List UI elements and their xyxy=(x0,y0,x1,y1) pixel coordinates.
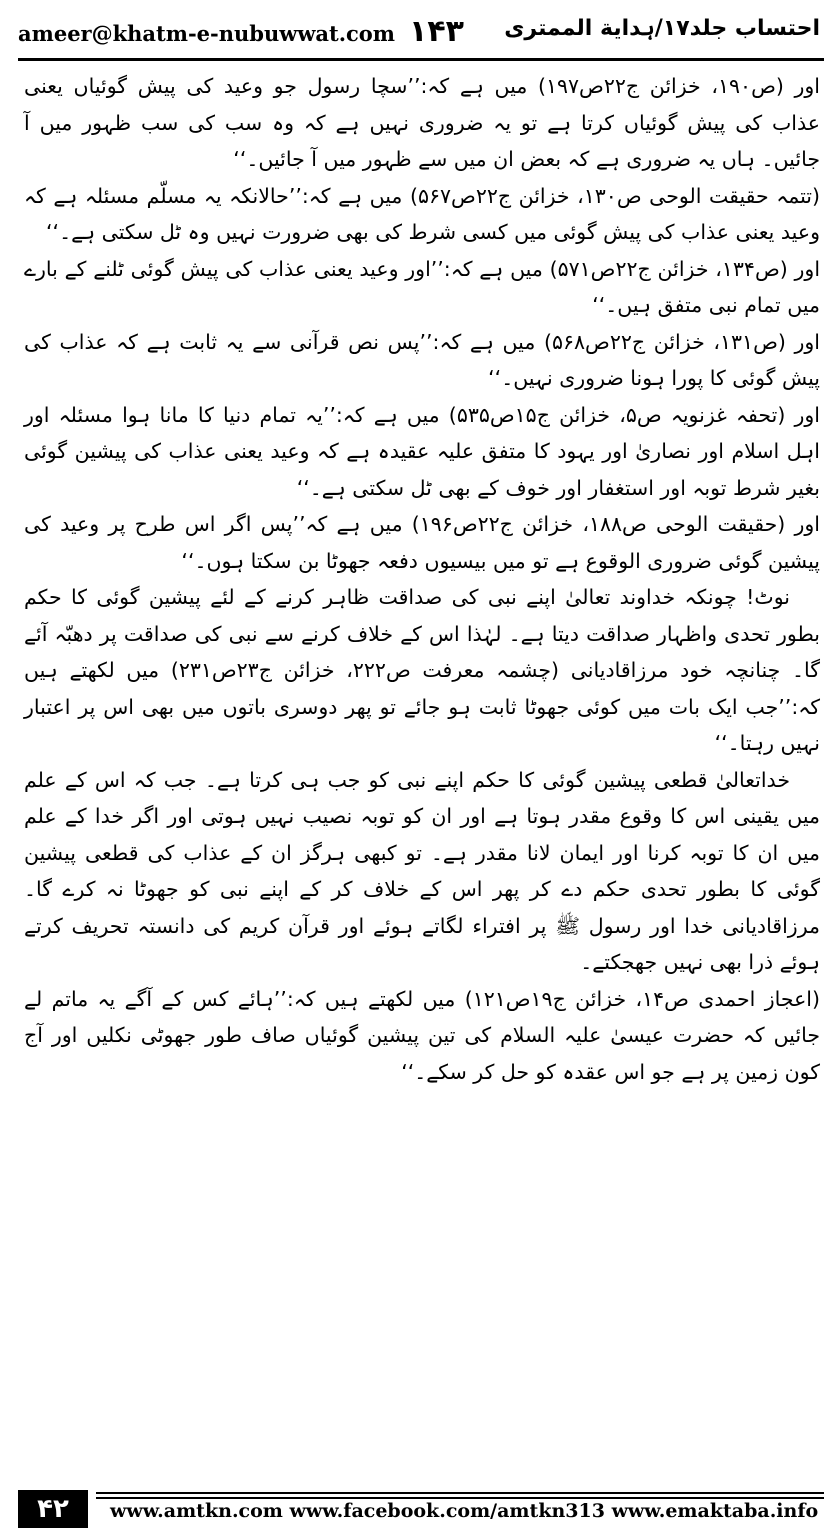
paragraph-8: خداتعالیٰ قطعی پیشین گوئی کا حکم اپنے نبی کو جب ہی کرتا ہے۔ جب کہ اس کے علم میں یقینی اس کا وقوع مقدر ہوتا ہے اور ان کو توبہ نصیب نہیں ہوتی اور اگر خدا کے علم میں ان کا توبہ کرنا اور ایمان لانا مقدر ہے۔ تو کبھی ہرگز ان کے عذاب کی قطعی پیشین گوئی کا بطور تحدی حکم دے کر پھر اس کے خلاف کر کے اپنے نبی کو جھوٹا نہ کرے گا۔ مرزاقادیانی خدا اور رسول ﷺ پر افتراء لگاتے ہوئے اور قرآن کریم کی دانستہ تحریف کرتے ہوئے ذرا بھی نہیں جھجکتے۔ xyxy=(24,767,820,974)
paragraph-note: نوٹ! چونکہ خداوند تعالیٰ اپنے نبی کی صداقت ظاہر کرنے کے لئے پیشین گوئی کا حکم بطور تحدی واظہار صداقت دیتا ہے۔ لہٰذا اس کے خلاف کرنے سے نبی کی صداقت پر دھبّہ آئے گا۔ چنانچہ خود مرزاقادیانی (چشمہ معرفت ص۲۲۲، خزائن ج۲۳ص۲۳۱) میں لکھتے ہیں کہ:’’جب ایک بات میں کوئی جھوٹا ثابت ہو جائے تو پھر دوسری باتوں میں بھی اس پر اعتبار نہیں رہتا۔‘‘ xyxy=(24,585,820,755)
page-footer xyxy=(18,1490,824,1530)
header-left xyxy=(18,14,464,49)
paragraph-2: (تتمہ حقیقت الوحی ص۱۳۰، خزائن ج۲۲ص۵۶۷) میں ہے کہ:’’حالانکہ یہ مسلّم مسئلہ ہے کہ وعید یعنی عذاب کی پیش گوئی میں کسی شرط کی بھی ضرورت نہیں وہ ٹل سکتی ہے۔‘‘ xyxy=(24,183,821,244)
header-rule xyxy=(18,58,824,61)
paragraph-9: (اعجاز احمدی ص۱۴، خزائن ج۱۹ص۱۲۱) میں لکھتے ہیں کہ:’’ہائے کس کے آگے یہ ماتم لے جائیں کہ حضرت عیسیٰ علیہ السلام کی تین پیشین گوئیاں صاف طور جھوٹی نکلیں اور آج کون زمین پر ہے جو اس عقدہ کو حل کر سکے۔‘‘ xyxy=(24,986,820,1084)
header-title: احتساب جلد۱۷/ہدایة الممتری xyxy=(504,16,820,41)
footer-links: www.amtkn.com www.facebook.com/amtkn313 www.emaktaba.info xyxy=(110,1500,819,1522)
header-email: ameer@khatm-e-nubuwwat.com xyxy=(18,21,396,46)
paragraph-6: اور (حقیقت الوحی ص۱۸۸، خزائن ج۲۲ص۱۹۶) میں ہے کہ’’پس اگر اس طرح پر وعید کی پیشین گوئی ضروری الوقوع ہے تو میں بیسیوں دفعہ جھوٹا بن سکتا ہوں۔‘‘ xyxy=(24,512,820,573)
footer-page-number: ۴۲ xyxy=(18,1490,88,1528)
page-body xyxy=(24,68,820,1090)
footer-rule xyxy=(96,1492,824,1494)
paragraph-4: اور (ص۱۳۱، خزائن ج۲۲ص۵۶۸) میں ہے کہ:’’پس نص قرآنی سے یہ ثابت ہے کہ عذاب کی پیش گوئی کا پورا ہونا ضروری نہیں۔‘‘ xyxy=(24,329,820,390)
footer-rule-second xyxy=(96,1497,824,1499)
paragraph-5: اور (تحفہ غزنویہ ص۵، خزائن ج۱۵ص۵۳۵) میں ہے کہ:’’یہ تمام دنیا کا مانا ہوا مسئلہ اور اہل اسلام اور نصاریٰ اور یہود کا متفق علیہ عقیدہ ہے کہ وعید یعنی عذاب کی پیشین گوئی بغیر شرط توبہ اور استغفار اور خوف کے بھی ٹل سکتی ہے۔‘‘ xyxy=(24,402,820,500)
paragraph-3: اور (ص۱۳۴، خزائن ج۲۲ص۵۷۱) میں ہے کہ:’’اور وعید یعنی عذاب کی پیش گوئی ٹلنے کے بارے میں تمام نبی متفق ہیں۔‘‘ xyxy=(24,256,821,317)
header-page-number: ۱۴۳ xyxy=(409,14,464,49)
page-header xyxy=(18,14,824,54)
paragraph-1: اور (ص۱۹۰، خزائن ج۲۲ص۱۹۷) میں ہے کہ:’’سچا رسول جو وعید کی پیش گوئیاں یعنی عذاب کی پیش گوئیاں کرتا ہے تو یہ ضروری نہیں ہے کہ وہ سب کی سب ظہور میں آ جائیں۔ ہاں یہ ضروری ہے کہ بعض ان میں سے ظہور میں آ جائیں۔‘‘ xyxy=(24,74,821,171)
